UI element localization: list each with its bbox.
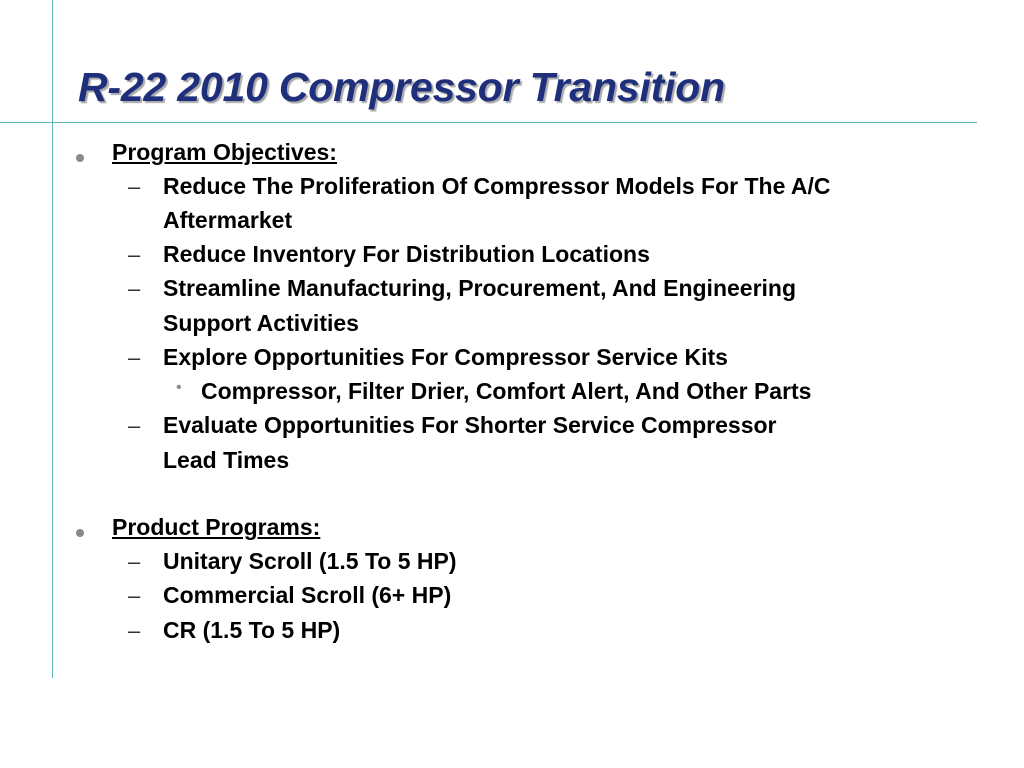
sub-bullet-icon: • <box>176 379 182 396</box>
dash-icon: – <box>128 276 141 301</box>
bullet-dot-icon <box>76 529 84 537</box>
list-item: Evaluate Opportunities For Shorter Service Compressor <box>163 412 777 438</box>
list-item: Commercial Scroll (6+ HP) <box>163 582 452 608</box>
dash-icon: – <box>128 618 141 643</box>
list-item: Explore Opportunities For Compressor Service Kits <box>163 344 728 370</box>
section-heading-objectives: Program Objectives: <box>112 139 337 165</box>
dash-icon: – <box>128 413 141 438</box>
section-heading-programs: Product Programs: <box>112 514 321 540</box>
list-item-continued: Support Activities <box>163 310 359 336</box>
sub-list-item: Compressor, Filter Drier, Comfort Alert, And Other Parts <box>201 378 812 404</box>
dash-icon: – <box>128 174 141 199</box>
list-item-continued: Lead Times <box>163 447 290 473</box>
dash-icon: – <box>128 345 141 370</box>
bullet-dot-icon <box>76 154 84 162</box>
list-item: Reduce The Proliferation Of Compressor Models For The A/C <box>163 173 831 199</box>
vertical-rule <box>52 0 53 678</box>
dash-icon: – <box>128 242 141 267</box>
dash-icon: – <box>128 549 141 574</box>
dash-icon: – <box>128 583 141 608</box>
list-item: CR (1.5 To 5 HP) <box>163 617 341 643</box>
list-item: Unitary Scroll (1.5 To 5 HP) <box>163 548 457 574</box>
horizontal-rule <box>0 122 977 123</box>
list-item: Streamline Manufacturing, Procurement, And Engineering <box>163 275 797 301</box>
list-item-continued: Aftermarket <box>163 207 293 233</box>
slide-title: R-22 2010 Compressor Transition <box>78 64 725 110</box>
list-item: Reduce Inventory For Distribution Locations <box>163 241 650 267</box>
